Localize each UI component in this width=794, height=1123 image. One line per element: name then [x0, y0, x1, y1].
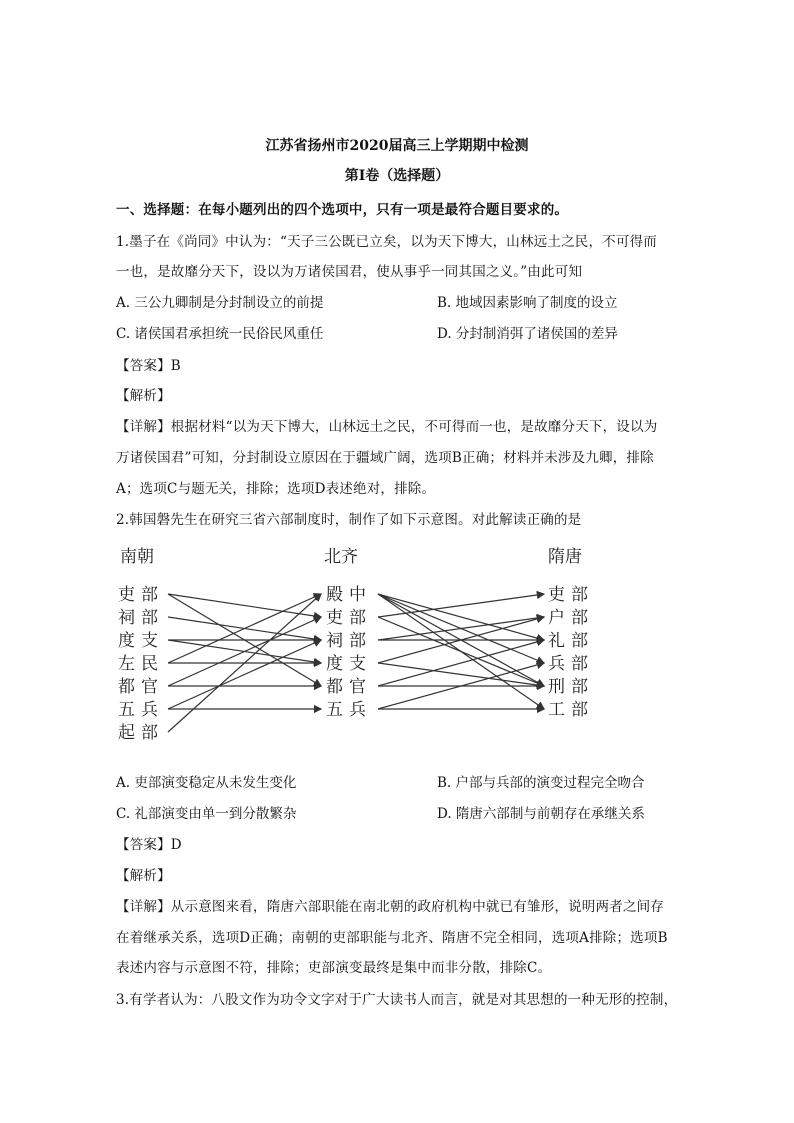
- diagram-left-item-6: 五兵: [118, 700, 164, 720]
- q2-detail-line2: 在着继承关系，选项D正确；南朝的吏部职能与北齐、隋唐不完全相同，选项A排除；选项B: [116, 930, 668, 946]
- diagram-mid-title: 北齐: [324, 547, 358, 567]
- q2-stem: 2.韩国磐先生在研究三省六部制度时，制作了如下示意图。对此解读正确的是: [116, 512, 582, 528]
- diagram-arrow-1: [168, 594, 321, 617]
- diagram-right-title: 隋唐: [548, 547, 582, 567]
- q3-stem-line1: 3.有学者认为：八股文作为功令文字对于广大读书人而言，就是对其思想的一种无形的控制，: [116, 992, 678, 1008]
- q2-option-a: A. 吏部演变稳定从未发生变化: [116, 775, 297, 791]
- diagram-arrow-16: [378, 594, 544, 617]
- diagram-right-item-3: 礼部: [548, 631, 594, 651]
- diagram-left-item-1: 吏部: [118, 585, 164, 605]
- q1-option-a: A. 三公九卿制是分封制设立的前提: [116, 295, 324, 311]
- diagram-mid-item-5: 都官: [326, 677, 372, 697]
- diagram-arrow-22: [378, 640, 544, 686]
- q1-option-d: D. 分封制消弭了诸侯国的差异: [437, 326, 618, 342]
- diagram-mid-item-6: 五兵: [326, 700, 372, 720]
- diagram-arrow-12: [168, 640, 321, 709]
- q1-stem-line2: 一也，是故靡分天下，设以为万诸侯国君，使从事乎一同其国之义。”由此可知: [116, 264, 583, 280]
- diagram-right-item-6: 工部: [548, 700, 594, 720]
- section-heading: 一、选择题：在每小题列出的四个选项中，只有一项是最符合题目要求的。: [116, 202, 569, 218]
- q1-detail-line1: 【详解】根据材料“以为天下博大，山林远土之民，不可得而一也，是故靡分天下，设以为: [116, 419, 658, 435]
- diagram-left-item-2: 祠部: [118, 608, 164, 628]
- diagram-left-item-3: 度支: [118, 631, 164, 651]
- diagram-arrow-20: [378, 663, 544, 686]
- q2-detail-line3: 表述内容与示意图不符，排除；吏部演变最终是集中而非分散，排除C。: [116, 960, 552, 976]
- q2-answer: 【答案】D: [116, 837, 182, 853]
- diagram-mid-item-1: 殿中: [326, 585, 372, 605]
- diagram-right-item-4: 兵部: [548, 654, 594, 674]
- page-subtitle: 第Ⅰ卷（选择题）: [344, 168, 450, 184]
- q1-option-b: B. 地域因素影响了制度的设立: [437, 295, 618, 311]
- q2-option-b: B. 户部与兵部的演变过程完全吻合: [437, 775, 645, 791]
- q1-detail-line3: A；选项C与题无关，排除；选项D表述绝对，排除。: [116, 481, 436, 497]
- q1-answer: 【答案】B: [116, 358, 181, 374]
- diagram-left-title: 南朝: [120, 547, 154, 567]
- diagram-arrow-26: [378, 617, 544, 640]
- q1-option-c: C. 诸侯国君承担统一民俗民风重任: [116, 326, 324, 342]
- diagram-mid-item-4: 度支: [326, 654, 372, 674]
- six-ministries-diagram: [116, 540, 616, 760]
- diagram-arrow-9: [168, 617, 321, 686]
- q2-analysis-label: 【解析】: [116, 868, 171, 884]
- diagram-arrow-13: [378, 594, 544, 640]
- diagram-left-item-5: 都官: [118, 677, 164, 697]
- diagram-left-item-7: 起部: [118, 723, 164, 743]
- diagram-mid-item-2: 吏部: [326, 608, 372, 628]
- diagram-arrow-6: [168, 594, 321, 663]
- q1-stem-line1: 1.墨子在《尚同》中认为：“天子三公既已立矣，以为天下博大，山林远土之民，不可得而: [116, 234, 657, 250]
- q1-analysis-label: 【解析】: [116, 388, 171, 404]
- page-title: 江苏省扬州市2020届高三上学期期中检测: [265, 138, 529, 154]
- diagram-right-item-1: 吏部: [548, 585, 594, 605]
- q2-option-d: D. 隋唐六部制与前朝存在承继关系: [437, 806, 645, 822]
- q1-detail-line2: 万诸侯国君”可知，分封制设立原因在于疆域广阔，选项B正确；材料并未涉及九卿，排除: [116, 450, 654, 466]
- diagram-right-item-5: 刑部: [548, 677, 594, 697]
- q2-detail-line1: 【详解】从示意图来看，隋唐六部职能在南北朝的政府机构中就已有雏形，说明两者之间存: [116, 899, 664, 915]
- diagram-right-item-2: 户部: [548, 608, 594, 628]
- q2-option-c: C. 礼部演变由单一到分散繁杂: [116, 806, 297, 822]
- diagram-left-item-4: 左民: [118, 654, 164, 674]
- diagram-mid-item-3: 祠部: [326, 631, 372, 651]
- diagram-arrow-17: [378, 617, 544, 686]
